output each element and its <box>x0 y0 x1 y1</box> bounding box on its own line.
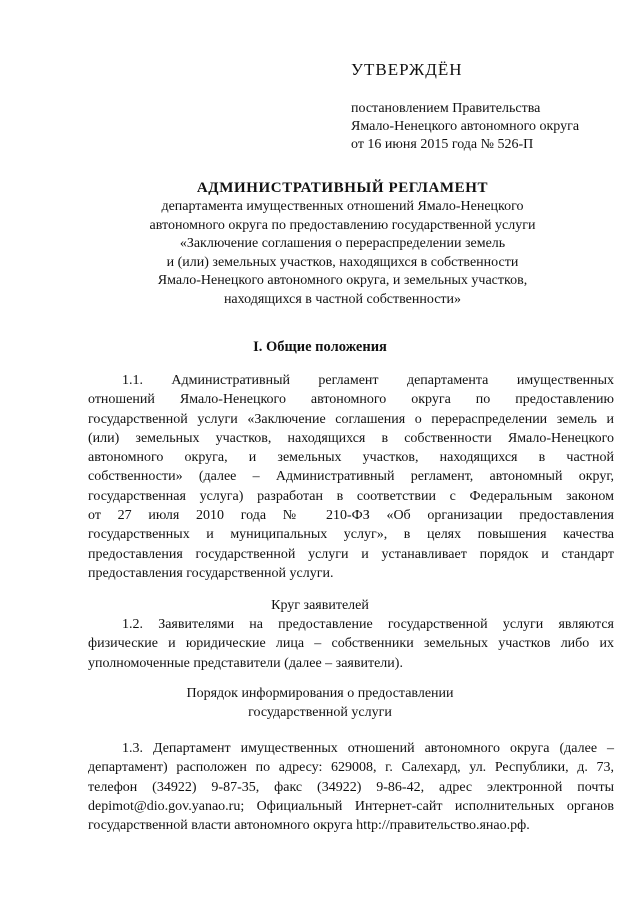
paragraph-line: от 27 июля 2010 года № 210-ФЗ «Об организации предоставления <box>88 508 614 524</box>
paragraph-line: предоставления государственной услуги. <box>88 565 334 581</box>
paragraph-line: государственной власти автономного округа http://правительство.янао.рф. <box>88 818 530 834</box>
approval-line: постановлением Правительства <box>351 101 541 116</box>
heading-line: находящихся в частной собственности» <box>223 291 462 307</box>
paragraph-1-2 <box>88 615 614 673</box>
paragraph-line: государственной услуги «Заключение соглашения о перераспределении земель и <box>88 411 614 427</box>
paragraph-line: собственности» (далее – Административный регламент, автономный округ, <box>88 469 614 485</box>
approval-title: УТВЕРЖДЁН <box>351 60 463 79</box>
paragraph-1-3 <box>88 739 614 835</box>
approval-block <box>351 60 611 154</box>
heading-line: и (или) земельных участков, находящихся в собственности <box>166 254 519 270</box>
paragraph-line: предоставления государственной услуги и устанавливает порядок и стандарт <box>88 546 614 562</box>
heading-line: «Заключение соглашения о перераспределении земель <box>179 236 506 251</box>
paragraph-line: телефон (34922) 9-87-35, факс (34922) 9-86-42, адрес электронной почты <box>88 779 614 795</box>
paragraph-line: государственных и муниципальных услуг», в целях повышения качества <box>88 527 614 543</box>
paragraph-line: отношений Ямало-Ненецкого автономного округа по предоставлению <box>88 392 614 408</box>
paragraph-line: физические и юридические лица – собственники земельных участков либо их <box>88 636 614 652</box>
paragraph-line: 1.3. Департамент имущественных отношений автономного округа (далее – <box>122 741 614 756</box>
paragraph-line: государственная услуга) разработан в соответствии с Федеральным законом <box>88 488 614 504</box>
paragraph-line: автономного округа, и земельных участков, находящихся в частной <box>88 450 614 466</box>
subheading-line: Порядок информирования о предоставлении <box>186 686 454 701</box>
paragraph-line: depimot@dio.gov.yanao.ru; Официальный Интернет-сайт исполнительных органов <box>88 798 614 814</box>
paragraph-line: (или) земельных участков, находящихся в собственности Ямало-Ненецкого <box>88 430 614 446</box>
paragraph-line: уполномоченные представители (далее – заявители). <box>88 655 403 671</box>
approval-line: Ямало-Ненецкого автономного округа <box>351 119 580 134</box>
subheading-informing <box>0 684 640 722</box>
paragraph-line: департамент) расположен по адресу: 629008, г. Салехард, ул. Республики, д. 73, <box>88 760 614 776</box>
section-title: I. Общие положения <box>253 339 387 355</box>
paragraph-line: 1.1. Административный регламент департамента имущественных <box>122 373 614 388</box>
heading-line: департамента имущественных отношений Ямало-Ненецкого <box>161 199 524 214</box>
subheading-line: государственной услуги <box>248 705 392 720</box>
document-title: АДМИНИСТРАТИВНЫЙ РЕГЛАМЕНТ <box>196 180 489 196</box>
document-heading <box>110 178 575 309</box>
subheading-applicants: Круг заявителей <box>271 598 369 613</box>
heading-line: автономного округа по предоставлению государственной услуги <box>149 217 536 233</box>
approval-line: от 16 июня 2015 года № 526-П <box>351 137 534 152</box>
paragraph-line: 1.2. Заявителями на предоставление государственной услуги являются <box>122 617 614 632</box>
heading-line: Ямало-Ненецкого автономного округа, и земельных участков, <box>157 273 528 288</box>
paragraph-1-1 <box>88 371 614 583</box>
